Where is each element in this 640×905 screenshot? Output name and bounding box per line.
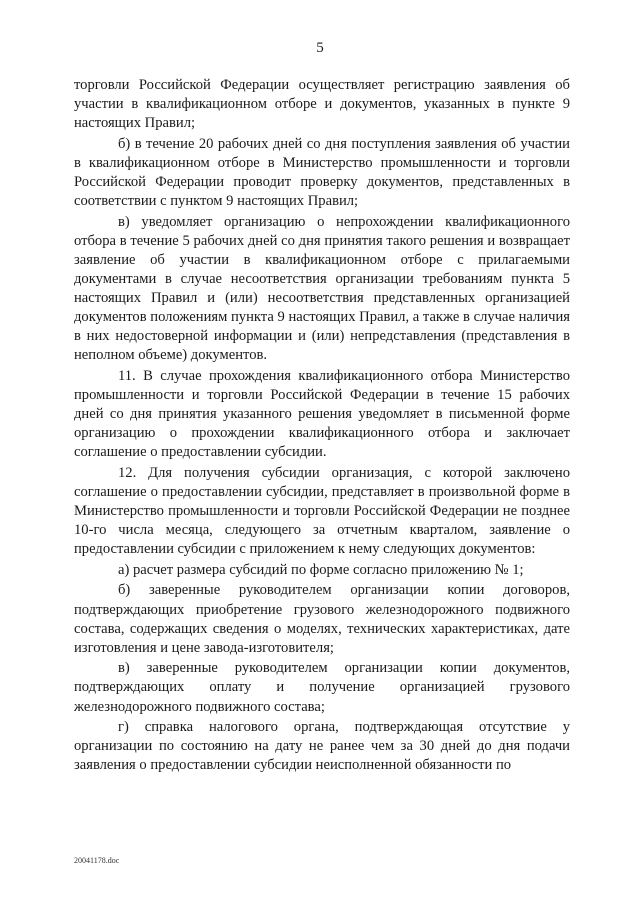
- paragraph: 11. В случае прохождения квалификационного отбора Министерство промышленности и торговли Российской Федерации в течение 15 рабочих дней со дня принятия указанного решения уведомляет в письменной форме организацию о прохождении квалификационного отбора и заключает соглашение о предоставлении субсидии.: [74, 367, 570, 461]
- paragraph: в) заверенные руководителем организации копии документов, подтверждающих оплату и получение организацией грузового железнодорожного подвижного состава;: [74, 660, 570, 715]
- paragraph: 12. Для получения субсидии организация, с которой заключено соглашение о предоставлении субсидии, представляет в произвольной форме в Министерство промышленности и торговли Российской Федерации не позднее 10-го числа месяца, следующего за отчетным кварталом, заявление о предоставлении субсидии с приложением к нему следующих документов:: [74, 464, 570, 558]
- paragraph: б) в течение 20 рабочих дней со дня поступления заявления об участии в квалификационном отборе в Министерство промышленности и торговли Российской Федерации проводит проверку документов, представленных в соответствии с пунктом 9 настоящих Правил;: [74, 135, 570, 210]
- paragraph: в) уведомляет организацию о непрохождении квалификационного отбора в течение 5 рабочих дней со дня принятия такого решения и возвращает заявление об участии в квалификационном отборе с прилагаемыми документами в случае несоответствия организации требованиям пункта 5 настоящих Правил и (или) несоответствия представленных организацией документов положениям пункта 9 настоящих Правил, а также в случае наличия в них недостоверной информации и (или) непредставления (представления в неполном объеме) документов.: [74, 213, 570, 364]
- file-name-footer: 20041178.doc: [74, 856, 120, 865]
- document-body: [74, 76, 570, 777]
- paragraph: г) справка налогового органа, подтверждающая отсутствие у организации по состоянию на дату не ранее чем за 30 дней до дня подачи заявления о предоставлении субсидии неисполненной обязанности по: [74, 719, 570, 774]
- paragraph: а) расчет размера субсидий по форме согласно приложению № 1;: [118, 561, 524, 578]
- page-number: 5: [316, 40, 324, 56]
- paragraph: б) заверенные руководителем организации копии договоров, подтверждающих приобретение грузового железнодорожного подвижного состава, содержащих сведения о моделях, технических характеристиках, дате изготовления и цене завода-изготовителя;: [74, 582, 570, 656]
- paragraph: торговли Российской Федерации осуществляет регистрацию заявления об участии в квалификационном отборе и документов, указанных в пункте 9 настоящих Правил;: [74, 77, 570, 132]
